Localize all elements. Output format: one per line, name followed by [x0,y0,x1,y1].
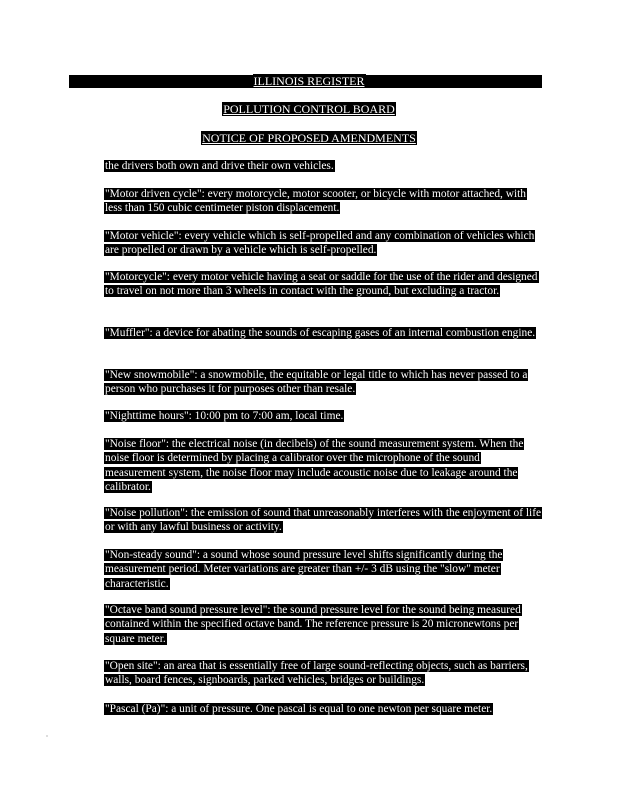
register-title [0,75,618,88]
notice-title-text: NOTICE OF PROPOSED AMENDMENTS [202,131,416,145]
definition-open-site [104,659,542,688]
paragraph-text: "Open site": an area that is essentially free of large sound-reflecting objects, such as barriers, walls, board fences, signboards, parked vehicles, bridges or buildings. [105,660,528,687]
register-title-text: ILLINOIS REGISTER [253,74,365,88]
paragraph-text: "New snowmobile": a snowmobile, the equitable or legal title to which has never passed to a person who purchases it for purposes other than resale. [105,369,528,396]
paragraph-text: "Noise pollution": the emission of sound that unreasonably interferes with the enjoyment of life or with any lawful business or activity. [105,507,542,534]
board-title [0,103,618,116]
definition-noise-floor [104,437,542,495]
definition-muffler [104,326,542,340]
paragraph-text: "Motor driven cycle": every motorcycle, motor scooter, or bicycle with motor attached, with less than 150 cubic centimeter piston displacement. [105,188,526,215]
definition-motorcycle [104,270,542,299]
definition-non-steady-sound [104,548,542,591]
board-title-text: POLLUTION CONTROL BOARD [223,102,395,116]
definition-octave-band-sound-pressure-level [104,603,542,646]
paragraph-1 [104,159,542,173]
paragraph-text: "Nighttime hours": 10:00 pm to 7:00 am, local time. [105,410,344,422]
definition-noise-pollution [104,506,542,535]
definition-pascal [104,702,542,716]
definition-motor-vehicle [104,229,542,258]
paragraph-text: "Motorcycle": every motor vehicle having a seat or saddle for the use of the rider and designed to travel on not more than 3 wheels in contact with the ground, but excluding a tractor. [105,271,538,298]
paragraph-text: the drivers both own and drive their own vehicles. [105,160,334,172]
definition-motor-driven-cycle [104,187,542,216]
paragraph-text: "Octave band sound pressure level": the sound pressure level for the sound being measured contained within the specified octave band. The reference pressure is 20 micronewtons per square meter. [105,604,521,645]
definition-new-snowmobile [104,368,542,397]
paragraph-text: "Muffler": a device for abating the sounds of escaping gases of an internal combustion engine. [105,327,536,339]
paragraph-text: "Non-steady sound": a sound whose sound pressure level shifts significantly during the measurement period. Meter variations are greater than +/- 3 dB using the "slow" meter characteristic. [105,549,503,590]
paragraph-text: "Noise floor": the electrical noise (in decibels) of the sound measurement system. When the noise floor is determined by placing a calibrator over the microphone of the sound measurement system, the noise floor may include acoustic noise due to leakage around the calibrator. [105,438,524,494]
definition-nighttime-hours [104,409,542,423]
paragraph-text: "Pascal (Pa)": a unit of pressure. One pascal is equal to one newton per square meter. [105,703,493,715]
paragraph-text: "Motor vehicle": every vehicle which is self-propelled and any combination of vehicles which are propelled or drawn by a vehicle which is self-propelled. [105,230,535,257]
notice-title [0,132,618,145]
margin-mark [46,735,48,737]
